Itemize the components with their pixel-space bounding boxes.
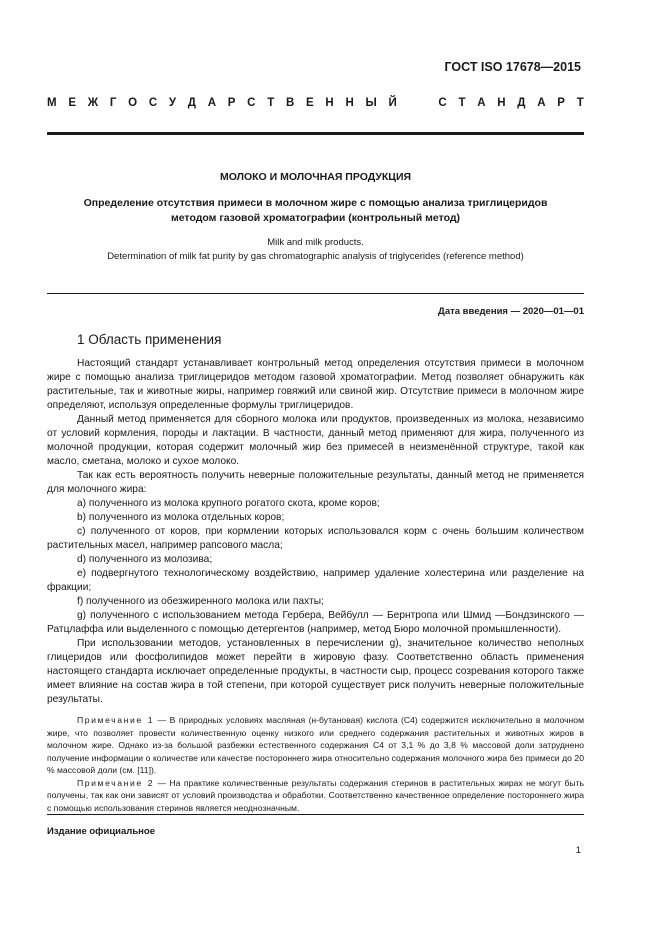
banner-letter: С bbox=[148, 97, 158, 109]
list-item-b: b) полученного из молока отдельных коров; bbox=[77, 512, 285, 523]
list-item-g: g) полученного с использованием метода Гербера, Вейбулл — Бернтропа или Шмид —Бондзинского — Ратцлаффа или выделенного с помощью детергентов (например, метод Бюро молочной промышленности). bbox=[47, 610, 584, 635]
note-2-label: Примечание 2 bbox=[77, 777, 155, 788]
note-1-text: — В природных условиях масляная (н-бутановая) кислота (С4) содержится исключительно в молочном жире, что позволяет провести количественную оценку низкого или среднего содержания растительных и животных жиров в молочном жире. Однако из-за большой разбежки естественного содержания С4 от 3,1 % до 3,8 % массовой доли затруднено получение информации о количестве или качестве постороннего жира относительно содержания молочного жира без примеси до 20 % массовой доли (см. [11]). bbox=[47, 715, 584, 775]
banner-letter: А bbox=[207, 97, 217, 109]
introduction-date: Дата введения — 2020—01—01 bbox=[438, 306, 584, 317]
notes-block bbox=[47, 714, 584, 814]
standard-banner bbox=[47, 97, 584, 109]
banner-letter: Е bbox=[306, 97, 314, 109]
banner-letter: Т bbox=[267, 97, 275, 109]
banner-letter: Г bbox=[109, 97, 117, 109]
banner-letter: А bbox=[477, 97, 486, 109]
banner-letter: С bbox=[247, 97, 256, 109]
list-item-f: f) полученного из обезжиренного молока или пахты; bbox=[77, 596, 324, 607]
banner-letter: Н bbox=[497, 97, 506, 109]
section-heading: 1 Область применения bbox=[77, 332, 222, 347]
title-english-line2: Determination of milk fat purity by gas chromatographic analysis of triglycerides (reference method) bbox=[107, 251, 524, 262]
note-2-text: — На практике количественные результаты содержания стеринов в растительных жирах не могут быть получены, так как они зависят от условий производства и обработки. Соответственно качественное определение постороннего жира с помощью использования стеринов является неоднозначным. bbox=[47, 777, 585, 813]
note-1 bbox=[47, 714, 584, 777]
banner-letter: Т bbox=[458, 97, 466, 109]
title-subtitle-line1: Определение отсутствия примеси в молочном жире с помощью анализа триглицеридов bbox=[83, 197, 548, 209]
banner-letter: Д bbox=[517, 97, 526, 109]
banner-letter: Ж bbox=[87, 97, 99, 109]
banner-letter: С bbox=[438, 97, 447, 109]
banner-letter: Р bbox=[557, 97, 565, 109]
banner-letter: Й bbox=[388, 97, 397, 109]
edition-label: Издание официальное bbox=[47, 826, 155, 837]
banner-letter bbox=[423, 97, 426, 109]
banner-letter: Н bbox=[345, 97, 354, 109]
paragraph-3: Так как есть вероятность получить неверные положительные результаты, данный метод не применяется для молочного жира: bbox=[47, 470, 584, 495]
paragraph-2: Данный метод применяется для сборного молока или продуктов, произведенных из молока, независимо от условий кормления, породы и лактации. В частности, данный метод применяют для жира, полученного из молочной продукции, которая содержит молочный жир без примесей в неизменённой структуре, такой как масло, сметана, молоко и сухое молоко. bbox=[47, 414, 584, 467]
title-main: МОЛОКО И МОЛОЧНАЯ ПРОДУКЦИЯ bbox=[219, 171, 412, 183]
banner-letter: У bbox=[168, 97, 177, 109]
paragraph-4: При использовании методов, установленных в перечислении g), значительное количество неполных глицеридов или фосфолипидов может перейти в жировую фазу. Соответственно область применения настоящего стандарта исключает определенные продукты, в частности сыр, процесс созревания которого также имеет влияние на состав жира в той степени, при которой существует риск получить неверные положительные результаты. bbox=[47, 638, 584, 705]
banner-letter: М bbox=[47, 97, 57, 109]
list-item-a: a) полученного из молока крупного рогатого скота, кроме коров; bbox=[77, 498, 380, 509]
title-rule bbox=[47, 293, 584, 294]
title-english-line1: Milk and milk products. bbox=[267, 237, 364, 248]
note-2 bbox=[47, 777, 584, 815]
banner-letter: В bbox=[285, 97, 295, 109]
title-subtitle-line2: методом газовой хроматографии (контрольный метод) bbox=[170, 212, 461, 224]
note-1-label: Примечание 1 bbox=[77, 715, 155, 725]
banner-letter: О bbox=[128, 97, 138, 109]
banner-letter bbox=[409, 97, 412, 109]
list-item-e: e) подвергнутого технологическому воздействию, например удаление холестерина или разделение на фракции; bbox=[47, 568, 584, 593]
document-code: ГОСТ ISO 17678—2015 bbox=[444, 60, 581, 74]
section-body bbox=[47, 357, 584, 707]
title-subtitle bbox=[47, 196, 584, 226]
paragraph-1: Настоящий стандарт устанавливает контрольный метод определения отсутствия примеси в молочном жире с помощью анализа триглицеридов методом газовой хроматографии. Метод позволяет обнаружить как растительные, так и животные жиры, например говяжий или свиной жир. Отсутствие примеси в молочном жире определяют, используя определенные формулы триглицеридов. bbox=[47, 358, 584, 411]
banner-letter: Е bbox=[68, 97, 76, 109]
banner-letter: Н bbox=[325, 97, 334, 109]
list-item-c: c) полученного от коров, при кормлении которых использовался корм с очень большим количеством растительных масел, например рапсового масла; bbox=[47, 526, 584, 551]
banner-letter: А bbox=[537, 97, 546, 109]
top-rule bbox=[47, 132, 584, 135]
footer-rule bbox=[47, 814, 584, 815]
banner-letter: Ы bbox=[365, 97, 377, 109]
banner-letter: Д bbox=[187, 97, 196, 109]
banner-letter: Р bbox=[227, 97, 236, 109]
banner-letter: Т bbox=[576, 97, 584, 109]
page-number: 1 bbox=[575, 845, 581, 856]
title-english bbox=[47, 236, 584, 264]
list-item-d: d) полученного из молозива; bbox=[77, 554, 213, 565]
